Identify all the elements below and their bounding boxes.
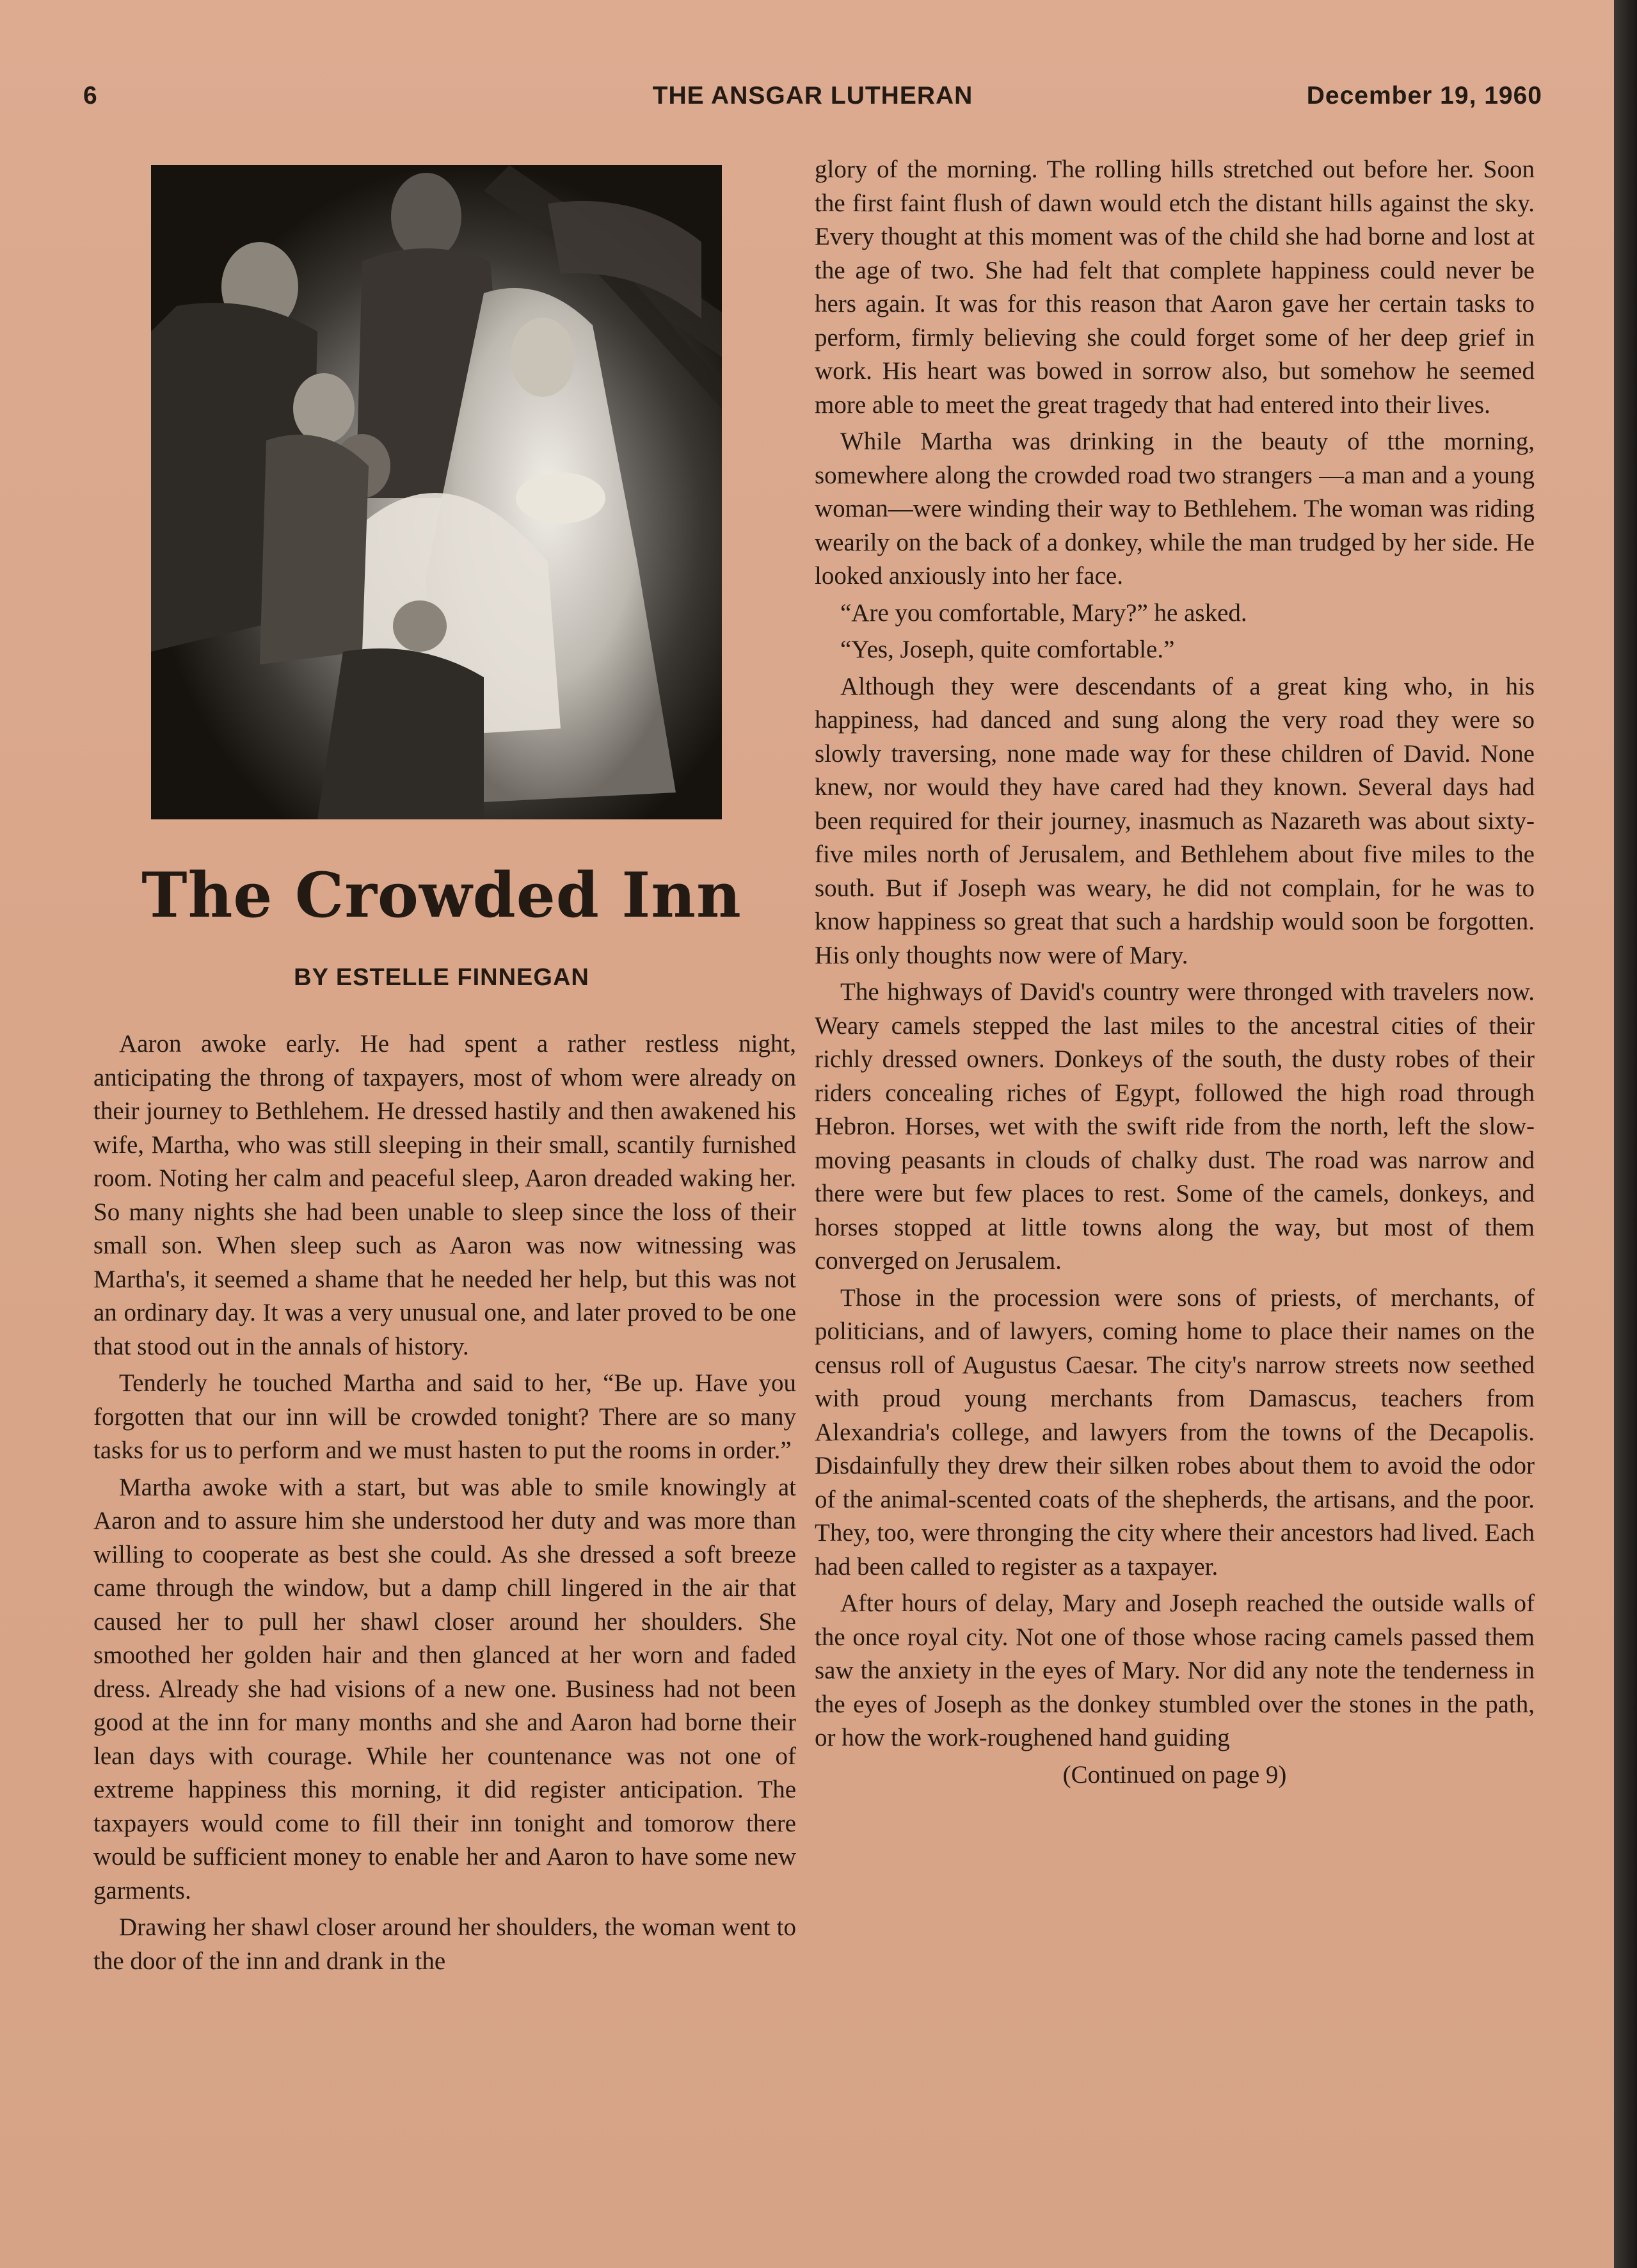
column-left [93,1027,796,1981]
column-right [815,153,1535,1795]
paragraph: glory of the morning. The rolling hills stretched out before her. Soon the first faint flush of dawn would etch the distant hills against the sky. Every thought at this moment was of the child she had borne and lost at the age of two. She had felt that complete happiness could never be hers again. It was for this reason that Aaron gave her certain tasks to perform, firmly believing she could forget some of her deep grief in work. His heart was bowed in sorrow also, but somehow he seemed more able to meet the great tragedy that had entered into their lives. [815,156,1535,419]
publication-title: THE ANSGAR LUTHERAN [652,82,973,109]
paragraph: Tenderly he touched Martha and said to her, “Be up. Have you forgotten that our inn will be crowded tonight? There are so many tasks for us to perform and we must hasten to put the rooms in order.” [93,1369,796,1464]
paragraph: Drawing her shawl closer around her shoulders, the woman went to the door of the inn and drank in the [93,1913,796,1975]
story-title: The Crowded Inn [141,859,742,931]
paragraph: The highways of David's country were thronged with travelers now. Weary camels stepped the last miles to the ancestral cities of their richly dressed owners. Donkeys of the south, the dusty robes of their riders concealing riches of Egypt, followed the high road through Hebron. Horses, wet with the swift ride from the north, left the slow-moving peasants in clouds of chalky dust. The road was narrow and there were but few places to rest. Some of the camels, donkeys, and horses stopped at little towns along the way, but most of them converged on Jerusalem. [815,978,1535,1275]
page-number: 6 [83,82,98,109]
continuation-note: (Continued on page 9) [1062,1760,1287,1789]
paragraph: “Are you comfortable, Mary?” he asked. [840,599,1247,627]
paragraph: Although they were descendants of a great king who, in his happiness, had danced and sung along the very road they were so slowly traversing, none made way for these children of David. None knew, nor would they have cared had they known. Several days had been required for their journey, inasmuch as Nazareth was about sixty-five miles north of Jerusalem, and Bethlehem about five miles to the south. But if Joseph was weary, he did not complain, for he was to know happiness so great that such a hardship would soon be forgotten. His only thoughts now were of Mary. [815,672,1535,969]
page-edge-shadow [1614,0,1637,2268]
paragraph: While Martha was drinking in the beauty of tthe morning, somewhere along the crowded road two strangers —a man and a young woman—were winding their way to Bethlehem. The woman was riding wearily on the back of a donkey, while the man trudged by her side. He looked anxiously into her face. [815,428,1535,590]
byline: BY ESTELLE FINNEGAN [294,964,589,991]
issue-date: December 19, 1960 [1306,82,1542,109]
nativity-illustration-icon [151,165,722,819]
paragraph: Those in the procession were sons of priests, of merchants, of politicians, and of lawyers, coming home to place their names on the census roll of Augustus Caesar. The city's narrow streets now seethed with proud young merchants from Damascus, teachers from Alexandria's college, and lawyers from the towns of the Decapolis. Disdainfully they drew their silken robes about them to avoid the odor of the animal-scented coats of the shepherds, the artisans, and the poor. They, too, were thronging the city where their ancestors had lived. Each had been called to register as a taxpayer. [815,1283,1535,1580]
running-head [83,82,1542,120]
paragraph: “Yes, Joseph, quite comfortable.” [840,636,1175,663]
paragraph: After hours of delay, Mary and Joseph reached the outside walls of the once royal city. Not one of those whose racing camels passed them saw the anxiety in the eyes of Mary. Nor did any note the tenderness in the eyes of Joseph as the donkey stumbled over the stones in the path, or how the work-roughened hand guiding [815,1589,1535,1751]
paragraph: Martha awoke with a start, but was able to smile knowingly at Aaron and to assure him she understood her duty and was more than willing to cooperate as best she could. As she dressed a soft breeze came through the window, but a damp chill lingered in the air that caused her to pull her shawl closer around her shoulders. She smoothed her golden hair and then glanced at her worn and faded dress. Already she had visions of a new one. Business had not been good at the inn for many months and she and Aaron had borne their lean days with courage. While her countenance was not one of extreme happiness this morning, it did register anticipation. The taxpayers would come to fill their inn tonight and tomorow there would be sufficient money to enable her and Aaron to have some new garments. [93,1473,796,1904]
paragraph: Aaron awoke early. He had spent a rather restless night, anticipating the throng of taxpayers, most of whom were already on their journey to Bethlehem. He dressed hastily and then awakened his wife, Martha, who was still sleeping in their small, scantily furnished room. Noting her calm and peaceful sleep, Aaron dreaded waking her. So many nights she had been unable to sleep since the loss of their small son. When sleep such as Aaron was now witnessing was Martha's, it seemed a shame that he needed her help, but this was not an ordinary day. It was a very unusual one, and later proved to be one that stood out in the annals of history. [93,1030,796,1360]
